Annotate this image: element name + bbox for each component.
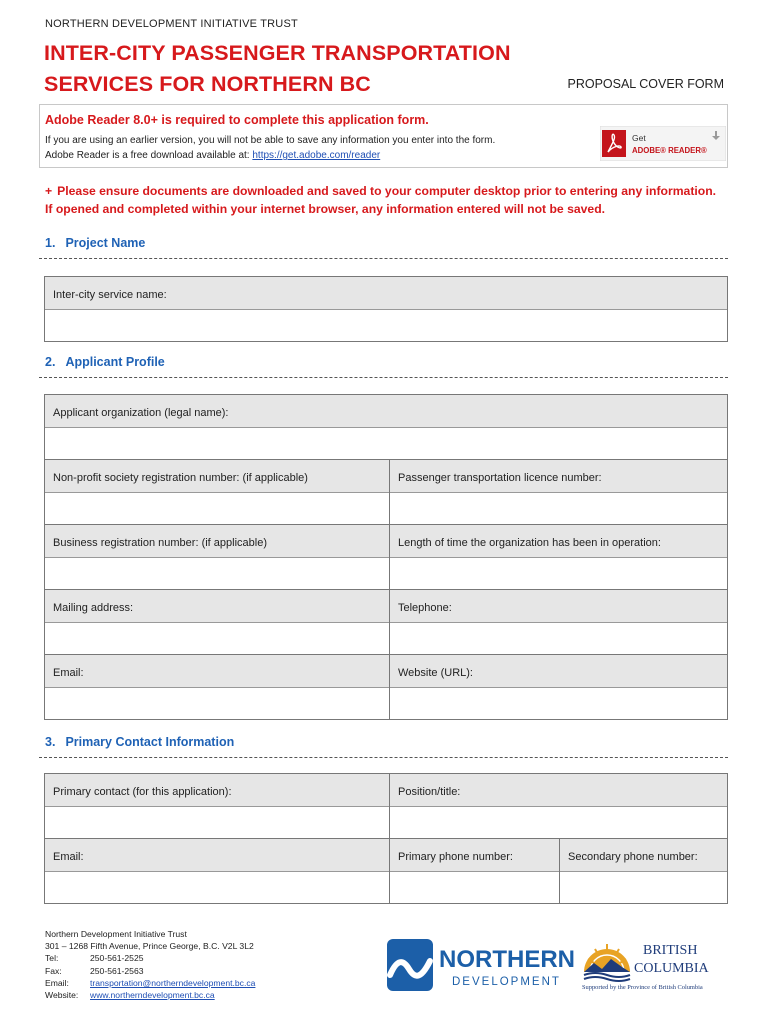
footer-email: Email: transportation@northerndevelopment.bc.ca — [45, 977, 256, 988]
field-label: Primary contact (for this application): — [45, 774, 389, 807]
time-in-operation-field[interactable] — [390, 525, 727, 589]
section-heading-primary-contact: 3. Primary Contact Information — [45, 735, 235, 749]
contact-row — [44, 773, 728, 839]
adobe-notice-line-1: If you are using an earlier version, you will not be able to save any information you enter into the form. — [45, 135, 496, 146]
email-row — [44, 654, 728, 720]
field-label: Length of time the organization has been in operation: — [390, 525, 727, 558]
footer-org: Northern Development Initiative Trust — [45, 929, 187, 939]
field-label: Position/title: — [390, 774, 727, 807]
field-label: Primary phone number: — [390, 839, 559, 872]
section-heading-applicant-profile: 2. Applicant Profile — [45, 355, 165, 369]
title-line-1: INTER-CITY PASSENGER TRANSPORTATION — [44, 41, 511, 65]
primary-contact-field[interactable] — [45, 774, 390, 838]
bc-wordmark-line-1: BRITISH — [643, 943, 698, 958]
bc-wordmark-line-2: COLUMBIA — [634, 961, 709, 976]
section-divider — [39, 757, 728, 758]
field-label: Business registration number: (if applicable) — [45, 525, 389, 558]
business-row — [44, 524, 728, 590]
bc-sun-icon — [584, 944, 630, 981]
get-adobe-reader-badge — [600, 126, 726, 161]
adobe-required-text: Adobe Reader 8.0+ is required to complete this application form. — [45, 113, 429, 127]
field-label: Email: — [45, 839, 389, 872]
footer-fax: Fax: 250-561-2563 — [45, 965, 144, 976]
title-line-2: SERVICES FOR NORTHERN BC — [44, 72, 371, 96]
contact-email-field[interactable] — [45, 839, 390, 903]
british-columbia-logo — [580, 934, 730, 994]
bc-tagline: Supported by the Province of British Columbia — [582, 984, 703, 991]
warning-line-2: If opened and completed within your internet browser, any information entered will not be saved. — [45, 202, 606, 216]
adobe-notice-prefix: Adobe Reader is a free download available at: — [45, 150, 253, 161]
position-title-field[interactable] — [390, 774, 727, 838]
field-label: Passenger transportation licence number: — [390, 460, 727, 493]
footer-email-link[interactable]: transportation@northerndevelopment.bc.ca — [90, 977, 256, 988]
northern-wordmark: NORTHERN — [439, 946, 575, 973]
field-label: Secondary phone number: — [560, 839, 727, 872]
telephone-field[interactable] — [390, 590, 727, 654]
field-label: Inter-city service name: — [45, 277, 727, 310]
page-title — [44, 38, 511, 100]
badge-reader-text: ADOBE® READER® — [632, 146, 707, 155]
registration-row — [44, 459, 728, 525]
service-name-row — [44, 276, 728, 342]
applicant-org-row — [44, 394, 728, 460]
applicant-organization-field[interactable] — [45, 395, 727, 459]
mailing-address-field[interactable] — [45, 590, 390, 654]
service-name-field[interactable] — [45, 277, 727, 341]
field-label: Applicant organization (legal name): — [45, 395, 727, 428]
plus-icon: + — [45, 184, 53, 198]
northern-development-logo — [385, 935, 575, 997]
footer-tel: Tel: 250-561-2525 — [45, 953, 144, 964]
nonprofit-registration-field[interactable] — [45, 460, 390, 524]
primary-phone-field[interactable] — [390, 839, 560, 903]
website-field[interactable] — [390, 655, 727, 719]
get-adobe-reader-button[interactable] — [600, 126, 726, 161]
field-label: Telephone: — [390, 590, 727, 623]
field-label: Website (URL): — [390, 655, 727, 688]
field-label: Mailing address: — [45, 590, 389, 623]
contact-phone-row — [44, 838, 728, 904]
business-registration-field[interactable] — [45, 525, 390, 589]
footer-website: Website: www.northerndevelopment.bc.ca — [45, 990, 215, 1001]
browser-warning — [45, 182, 716, 218]
secondary-phone-field[interactable] — [560, 839, 727, 903]
section-heading-project-name: 1. Project Name — [45, 236, 146, 250]
footer-address: 301 – 1268 Fifth Avenue, Prince George, B.C. V2L 3L2 — [45, 941, 254, 952]
section-divider — [39, 258, 728, 259]
development-wordmark: DEVELOPMENT — [452, 976, 561, 988]
organization-name: NORTHERN DEVELOPMENT INITIATIVE TRUST — [45, 18, 298, 30]
address-row — [44, 589, 728, 655]
section-divider — [39, 377, 728, 378]
adobe-notice-box — [39, 104, 728, 168]
licence-number-field[interactable] — [390, 460, 727, 524]
email-field[interactable] — [45, 655, 390, 719]
warning-line-1: + Please ensure documents are downloaded and saved to your computer desktop prior to entering any information. — [45, 184, 717, 198]
footer-website-link[interactable]: www.northerndevelopment.bc.ca — [90, 990, 215, 1001]
form-label: PROPOSAL COVER FORM — [567, 77, 724, 91]
footer-contact-block — [45, 928, 255, 1001]
field-label: Email: — [45, 655, 389, 688]
adobe-notice-line-2 — [45, 150, 380, 161]
badge-get-text: Get — [632, 133, 646, 143]
adobe-download-link[interactable]: https://get.adobe.com/reader — [252, 150, 381, 161]
field-label: Non-profit society registration number: (if applicable) — [45, 460, 389, 493]
